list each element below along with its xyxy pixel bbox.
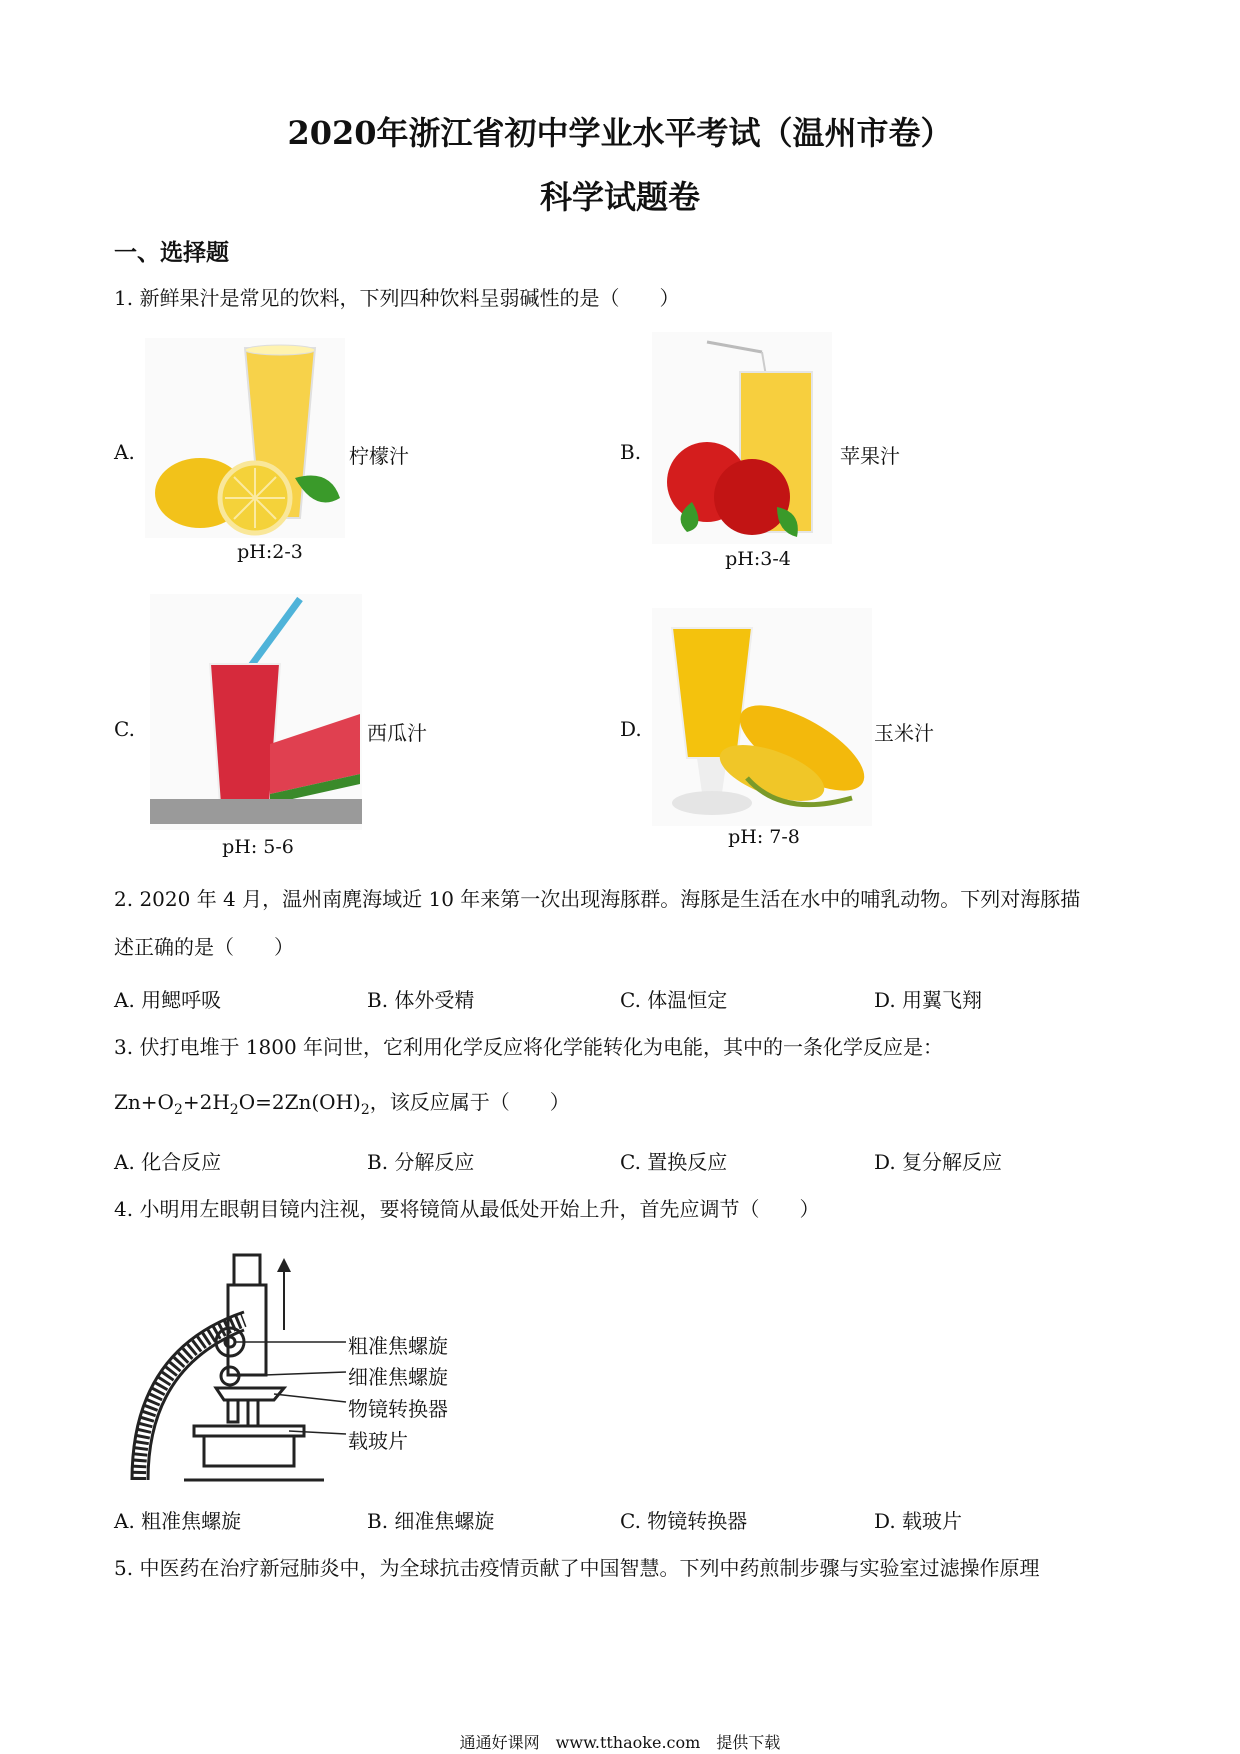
lemon-juice-image [145,338,345,538]
label-fine-focus: 细准焦螺旋 [348,1365,448,1389]
doc-title: 2020年浙江省初中学业水平考试（温州市卷） [287,114,953,152]
question-5-text: 5. 中医药在治疗新冠肺炎中，为全球抗击疫情贡献了中国智慧。下列中药煎制步骤与实验室过滤操作原理 [114,1556,1040,1580]
question-2-line2: 述正确的是（ ） [114,935,294,959]
q1-option-d-letter: D. [620,717,642,741]
apple-juice-image [652,332,832,544]
q2-option-a: A. 用鳃呼吸 [114,988,222,1012]
corn-juice-image [652,608,872,826]
eq-sub-2: 2 [229,1102,239,1118]
question-3-equation [114,1087,570,1125]
q3-option-a: A. 化合反应 [114,1150,222,1174]
doc-subtitle: 科学试题卷 [539,178,700,216]
question-3-line1: 3. 伏打电堆于 1800 年问世，它利用化学反应将化学能转化为电能，其中的一条化学反应是： [114,1035,944,1059]
q3-option-c: C. 置换反应 [620,1150,728,1174]
q2-option-c: C. 体温恒定 [620,988,728,1012]
q1-option-a-letter: A. [114,440,135,464]
eq-part-a: Zn+O [114,1090,174,1114]
watermelon-juice-image [150,594,362,830]
question-4-text: 4. 小明用左眼朝目镜内注视，要将镜筒从最低处开始上升，首先应调节（ ） [114,1197,820,1221]
q4-option-a: A. 粗准焦螺旋 [114,1509,242,1533]
page-footer: 通通好课网 www.tthaoke.com 提供下载 [459,1733,781,1752]
eq-tail: ，该反应属于（ ） [369,1090,570,1114]
q1-option-d-ph: pH: 7-8 [728,826,800,848]
label-slide: 载玻片 [348,1429,408,1453]
q1-option-a-ph: pH:2-3 [237,541,303,563]
question-1-text: 1. 新鲜果汁是常见的饮料，下列四种饮料呈弱碱性的是（ ） [114,286,680,310]
q2-option-b: B. 体外受精 [367,988,475,1012]
eq-sub-1: 2 [173,1102,183,1118]
q4-option-c: C. 物镜转换器 [620,1509,748,1533]
q1-option-b-ph: pH:3-4 [725,548,791,570]
label-coarse-focus: 粗准焦螺旋 [348,1334,448,1358]
q1-option-c-letter: C. [114,717,135,741]
q1-option-d-name: 玉米汁 [874,721,934,745]
q1-option-b-letter: B. [620,440,642,464]
label-nosepiece: 物镜转换器 [348,1397,448,1421]
eq-part-c: O=2Zn(OH) [238,1090,361,1114]
q4-option-b: B. 细准焦螺旋 [367,1509,495,1533]
q1-option-c-name: 西瓜汁 [367,721,427,745]
q2-option-d: D. 用翼飞翔 [874,988,983,1012]
section-heading: 一、选择题 [114,239,229,266]
q3-option-b: B. 分解反应 [367,1150,475,1174]
eq-sub-3: 2 [360,1102,370,1118]
q1-option-b-name: 苹果汁 [840,444,900,468]
q4-option-d: D. 载玻片 [874,1509,963,1533]
question-2-line1: 2. 2020 年 4 月，温州南麂海域近 10 年来第一次出现海豚群。海豚是生活在水中的哺乳动物。下列对海豚描 [114,887,1081,911]
q1-option-c-ph: pH: 5-6 [222,836,294,858]
q1-option-a-name: 柠檬汁 [349,444,409,468]
eq-part-b: +2H [182,1090,230,1114]
q3-option-d: D. 复分解反应 [874,1150,1003,1174]
